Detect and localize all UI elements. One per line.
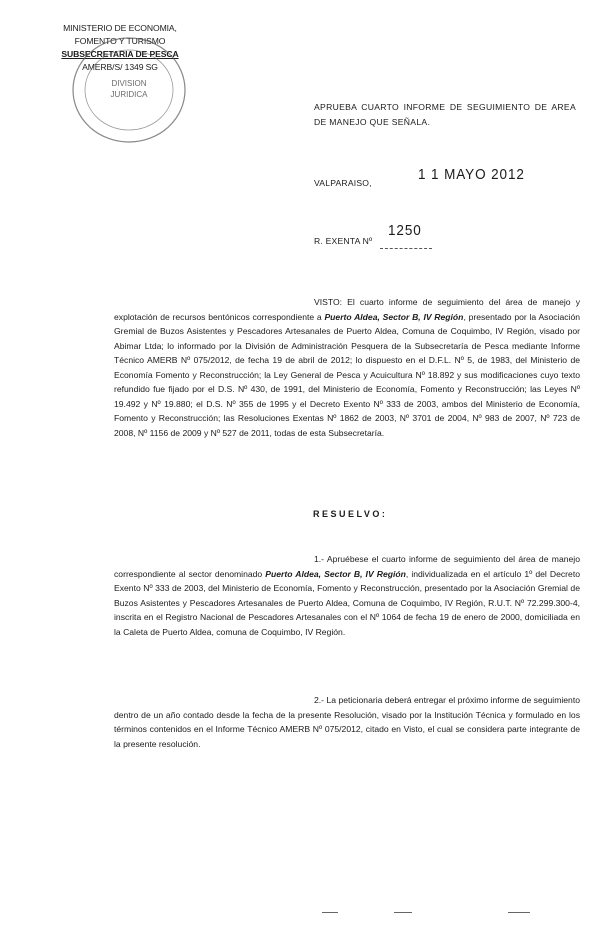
footer-mark xyxy=(508,912,530,913)
ministry-subname: FOMENTO Y TURISMO xyxy=(74,36,166,46)
resuelvo-heading: RESUELVO: xyxy=(313,509,388,519)
footer-mark xyxy=(394,912,412,913)
exenta-label: R. EXENTA Nº xyxy=(314,236,373,246)
svg-text:JURIDICA: JURIDICA xyxy=(110,90,148,99)
exenta-underline xyxy=(380,248,432,249)
division-juridica-stamp xyxy=(66,30,192,150)
reference-code: AMERB/S/ 1349 SG xyxy=(82,62,158,72)
place-date xyxy=(314,168,584,198)
exenta-number-block xyxy=(314,222,514,252)
article-2: 2.- La peticionaria deberá entregar el próximo informe de seguimiento dentro de un año contado desde la fecha de la presente Resolución, visado por la Institución Técnica y formulado en los términos contenidos en el Informe Técnico AMERB Nº 075/2012, citado en Visto, el cual se considera parte integrante de la presente resolución. xyxy=(114,695,580,749)
subsecretaria-name: SUBSECRETARIA DE PESCA xyxy=(61,49,179,59)
exenta-number: 1250 xyxy=(388,222,422,239)
footer-mark xyxy=(322,912,338,913)
article-1: 1.- Apruébese el cuarto informe de seguimiento del área de manejo correspondiente al sector denominado Puerto Aldea, Sector B, IV Región, individualizada en el artículo 1º del Decreto Exento Nº 333 de 2003, del Ministerio de Economía, Fomento y Reconstrucción, presentado por la Asociación Gremial de Buzos Asistentes y Pescadores Artesanales de Puerto Aldea, Comuna de Coquimbo, IV Región, R.U.T. Nº 72.299.300-4, inscrita en el Registro Nacional de Pescadores Artesanales con el Nº 1064 de fecha 19 de enero de 2000, domiciliada en la Caleta de Puerto Aldea, comuna de Coquimbo, IV Región. xyxy=(114,554,580,637)
date-stamp: 1 1 MAYO 2012 xyxy=(418,166,525,183)
resolution-subject: APRUEBA CUARTO INFORME DE SEGUIMIENTO DE AREA DE MANEJO QUE SEÑALA. xyxy=(314,102,576,127)
visto-area-name: Puerto Aldea, Sector B, IV Región xyxy=(324,311,464,322)
place: VALPARAISO, xyxy=(314,178,372,188)
article-1-area-name: Puerto Aldea, Sector B, IV Región xyxy=(265,568,406,579)
ministry-name: MINISTERIO DE ECONOMIA, xyxy=(63,23,177,33)
svg-text:DIVISION: DIVISION xyxy=(111,79,147,88)
visto-paragraph: VISTO: El cuarto informe de seguimiento del área de manejo y explotación de recursos bentónicos correspondiente a Puerto Aldea, Sector B, IV Región, presentado por la Asociación Gremial de Buzos Asistentes y Pescadores Artesanales de Puerto Aldea, Comuna de Coquimbo, IV Región, visado por Abimar Ltda; lo informado por la División de Administración Pesquera de la Subsecretaría de Pesca mediante Informe Técnico AMERB Nº 075/2012, de fecha 19 de abril de 2012; lo dispuesto en el D.F.L. Nº 5, de 1983, del Ministerio de Economía Fomento y Reconstrucción; la Ley General de Pesca y Acuicultura Nº 18.892 y sus modificaciones cuyo texto refundido fue fijado por el D.S. Nº 430, de 1991, del Ministerio de Economía, Fomento y Reconstrucción; las Leyes Nº 19.492 y Nº 19.880; el D.S. Nº 355 de 1995 y el Decreto Exento Nº 333 de 2003, ambos del Ministerio de Economía, Fomento y Reconstrucción; las Resoluciones Exentas Nº 1862 de 2003, Nº 3701 de 2004, Nº 983 de 2007, Nº 723 de 2008, Nº 1156 de 2009 y Nº 527 de 2011, todas de esta Subsecretaría. xyxy=(114,297,580,438)
visto-lead: VISTO: xyxy=(314,297,343,307)
